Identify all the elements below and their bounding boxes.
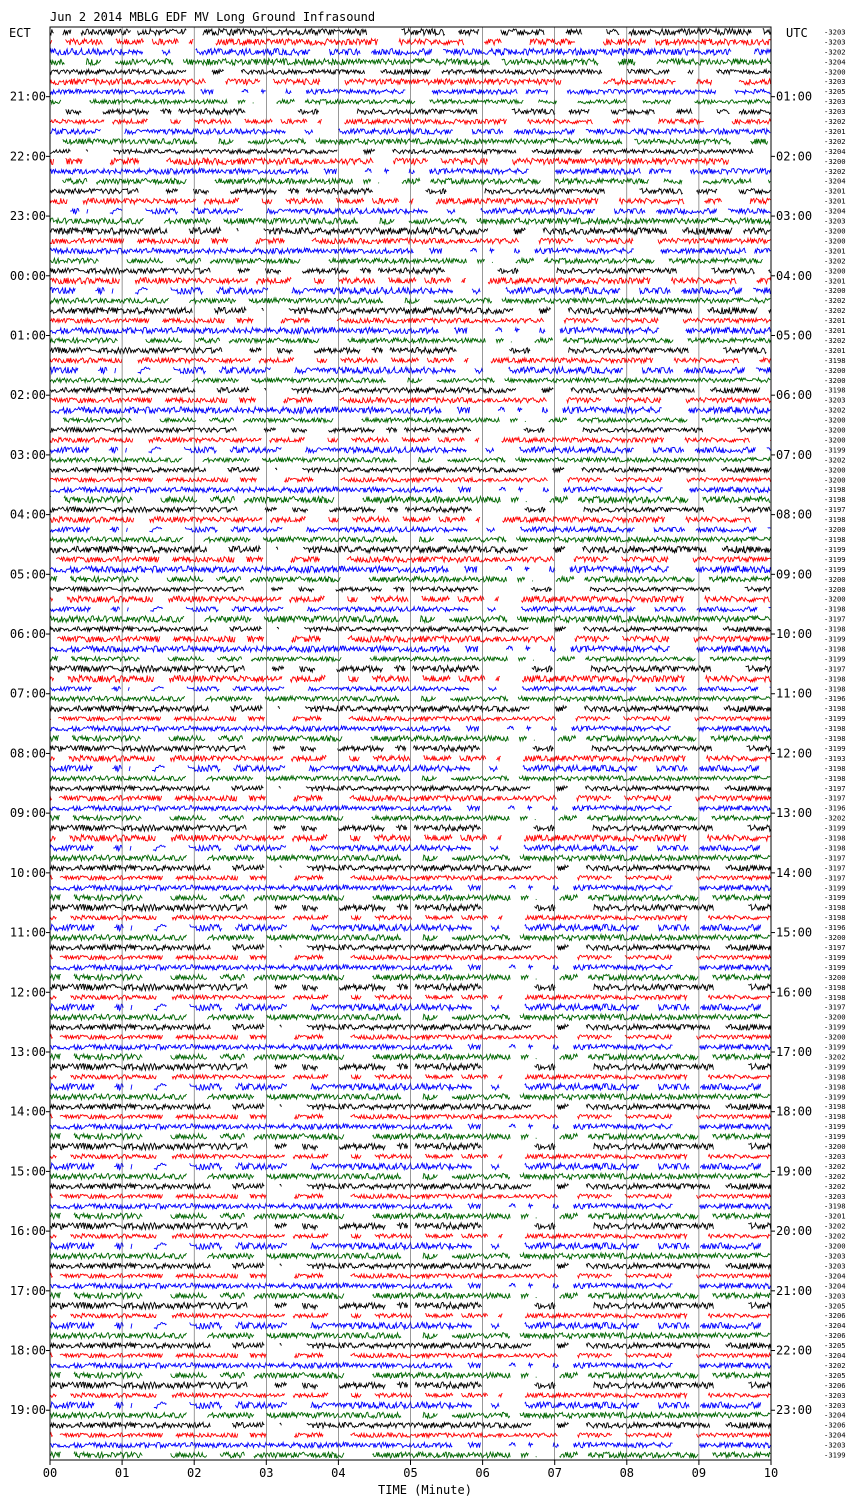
hour-label-ect: 14:00 [9, 1104, 46, 1119]
hour-label-utc: 07:00 [776, 447, 813, 462]
trace-offset-label: -3198 [824, 773, 846, 783]
trace-line [50, 378, 770, 383]
trace-offset-label: -3200 [824, 1012, 846, 1022]
hour-label-ect: 09:00 [9, 806, 46, 821]
trace-offset-label: -3200 [824, 525, 846, 535]
trace-offset-label: -3203 [824, 1251, 846, 1261]
hour-label-ect: 12:00 [9, 985, 46, 1000]
trace-offset-label: -3197 [824, 793, 846, 803]
hour-label-ect: 01:00 [9, 328, 46, 343]
x-tick-label: 01 [114, 1466, 130, 1480]
trace-offset-label: -3199 [824, 1122, 846, 1132]
trace-offset-label: -3205 [824, 87, 846, 97]
trace-line [50, 1094, 770, 1100]
trace-offset-label: -3198 [824, 385, 846, 395]
trace-offset-label: -3199 [824, 952, 846, 962]
left-axis-title: ECT [9, 26, 31, 40]
trace-offset-label: -3199 [824, 823, 846, 833]
trace-offset-label: -3200 [824, 365, 846, 375]
trace-offset-label: -3200 [824, 1142, 846, 1152]
trace-line [63, 178, 771, 184]
hour-label-ect: 18:00 [9, 1343, 46, 1358]
trace-offset-label: -3197 [824, 614, 846, 624]
trace-line [70, 208, 770, 214]
trace-offset-label: -3198 [824, 485, 846, 495]
trace-offset-label: -3204 [824, 1430, 846, 1440]
trace-offset-label: -3199 [824, 883, 846, 893]
trace-offset-label: -3202 [824, 166, 846, 176]
trace-offset-label: -3203 [824, 1191, 846, 1201]
trace-offset-label: -3198 [824, 704, 846, 714]
trace-line [63, 418, 770, 422]
trace-offset-label: -3204 [824, 206, 846, 216]
trace-offset-labels [824, 27, 846, 1459]
trace-offset-label: -3196 [824, 923, 846, 933]
trace-offset-label: -3200 [824, 584, 846, 594]
trace-offset-label: -3200 [824, 425, 846, 435]
hour-label-ect: 00:00 [9, 268, 46, 283]
trace-line [50, 298, 770, 303]
trace-offset-label: -3203 [824, 1390, 846, 1400]
trace-offset-label: -3198 [824, 1072, 846, 1082]
trace-line [50, 696, 770, 701]
trace-offset-label: -3198 [824, 684, 846, 694]
trace-offset-label: -3205 [824, 1301, 846, 1311]
x-tick-label: 03 [259, 1466, 274, 1480]
trace-line [50, 935, 770, 941]
trace-offset-label: -3200 [824, 375, 846, 385]
trace-offset-label: -3198 [824, 763, 846, 773]
trace-offset-label: -3199 [824, 654, 846, 664]
trace-offset-label: -3198 [824, 644, 846, 654]
trace-offset-label: -3201 [824, 186, 846, 196]
trace-offset-label: -3199 [824, 1042, 846, 1052]
trace-offset-label: -3198 [824, 833, 846, 843]
trace-offset-label: -3197 [824, 1002, 846, 1012]
trace-offset-label: -3198 [824, 913, 846, 923]
trace-line [50, 776, 770, 781]
trace-line [50, 1134, 770, 1140]
trace-offset-label: -3202 [824, 1360, 846, 1370]
trace-offset-label: -3196 [824, 694, 846, 704]
hour-label-ect: 04:00 [9, 507, 46, 522]
trace-offset-label: -3203 [824, 216, 846, 226]
hour-label-utc: 09:00 [776, 567, 813, 582]
trace-line [50, 1004, 761, 1010]
trace-offset-label: -3202 [824, 1231, 846, 1241]
trace-offset-label: -3201 [824, 316, 846, 326]
trace-offset-label: -3203 [824, 1261, 846, 1271]
trace-line [50, 1293, 770, 1299]
hour-label-ect: 15:00 [9, 1164, 46, 1179]
x-tick-label: 09 [691, 1466, 707, 1480]
trace-offset-label: -3201 [824, 246, 846, 256]
hour-label-utc: 20:00 [776, 1224, 813, 1239]
trace-offset-label: -3200 [824, 156, 846, 166]
hour-label-utc: 05:00 [776, 328, 813, 343]
hour-label-ect: 05:00 [9, 567, 46, 582]
trace-offset-label: -3204 [824, 57, 846, 67]
hour-label-utc: 06:00 [776, 388, 813, 403]
trace-line [50, 1373, 770, 1379]
trace-offset-label: -3202 [824, 296, 846, 306]
trace-offset-label: -3199 [824, 962, 846, 972]
trace-line [50, 616, 770, 623]
trace-offset-label: -3202 [824, 405, 846, 415]
trace-line [50, 537, 770, 542]
trace-offset-label: -3200 [824, 933, 846, 943]
hour-label-ect: 17:00 [9, 1283, 46, 1298]
hour-label-ect: 10:00 [9, 865, 46, 880]
trace-offset-label: -3198 [824, 1201, 846, 1211]
trace-line [50, 974, 770, 980]
trace-offset-label: -3202 [824, 1161, 846, 1171]
trace-offset-label: -3206 [824, 1380, 846, 1390]
trace-offset-label: -3198 [824, 624, 846, 634]
trace-offset-label: -3197 [824, 863, 846, 873]
x-tick-label: 00 [42, 1466, 58, 1480]
x-tick-label: 08 [619, 1466, 635, 1480]
trace-offset-label: -3200 [824, 465, 846, 475]
hour-label-utc: 14:00 [776, 865, 813, 880]
hour-label-ect: 19:00 [9, 1403, 46, 1418]
trace-offset-label: -3198 [824, 724, 846, 734]
trace-offset-label: -3200 [824, 266, 846, 276]
trace-line [50, 1333, 770, 1339]
hour-label-ect: 16:00 [9, 1224, 46, 1239]
hour-label-ect: 21:00 [9, 89, 46, 104]
trace-line [50, 855, 770, 861]
trace-offset-label: -3200 [824, 972, 846, 982]
trace-offset-label: -3199 [824, 743, 846, 753]
trace-offset-label: -3203 [824, 97, 846, 107]
trace-offset-label: -3198 [824, 604, 846, 614]
trace-offset-label: -3199 [824, 445, 846, 455]
trace-offset-label: -3202 [824, 47, 846, 57]
trace-offset-label: -3200 [824, 67, 846, 77]
hour-label-ect: 03:00 [9, 447, 46, 462]
trace-offset-label: -3200 [824, 574, 846, 584]
trace-offset-label: -3197 [824, 873, 846, 883]
trace-offset-label: -3198 [824, 843, 846, 853]
trace-offset-label: -3201 [824, 196, 846, 206]
trace-offset-label: -3198 [824, 903, 846, 913]
trace-line [63, 139, 768, 145]
hour-label-utc: 08:00 [776, 507, 813, 522]
hour-label-utc: 03:00 [776, 209, 813, 224]
trace-offset-label: -3198 [824, 495, 846, 505]
trace-offset-label: -3204 [824, 1271, 846, 1281]
trace-offset-label: -3206 [824, 1420, 846, 1430]
trace-offset-label: -3202 [824, 1171, 846, 1181]
trace-offset-label: -3198 [824, 534, 846, 544]
hour-label-utc: 21:00 [776, 1283, 813, 1298]
trace-line [50, 458, 770, 463]
trace-offset-label: -3204 [824, 176, 846, 186]
trace-line [50, 1253, 770, 1259]
trace-offset-label: -3198 [824, 992, 846, 1002]
trace-offset-label: -3198 [824, 982, 846, 992]
trace-offset-label: -3205 [824, 1341, 846, 1351]
trace-line [50, 1243, 761, 1250]
trace-offset-label: -3199 [824, 714, 846, 724]
trace-offset-label: -3202 [824, 335, 846, 345]
trace-offset-label: -3199 [824, 1092, 846, 1102]
trace-offset-label: -3205 [824, 1370, 846, 1380]
trace-offset-label: -3204 [824, 1281, 846, 1291]
trace-offset-label: -3200 [824, 435, 846, 445]
trace-offset-label: -3197 [824, 853, 846, 863]
trace-offset-label: -3197 [824, 943, 846, 953]
hour-label-ect: 11:00 [9, 925, 46, 940]
trace-offset-label: -3203 [824, 1291, 846, 1301]
trace-offset-label: -3202 [824, 1052, 846, 1062]
hour-label-utc: 13:00 [776, 806, 813, 821]
trace-offset-label: -3200 [824, 236, 846, 246]
trace-offset-label: -3203 [824, 77, 846, 87]
trace-offset-label: -3200 [824, 594, 846, 604]
trace-offset-label: -3203 [824, 1151, 846, 1161]
trace-offset-label: -3202 [824, 256, 846, 266]
trace-offset-label: -3203 [824, 395, 846, 405]
trace-line [50, 188, 770, 194]
trace-offset-label: -3198 [824, 355, 846, 365]
trace-offset-label: -3199 [824, 1450, 846, 1460]
trace-line [50, 736, 770, 742]
trace-offset-label: -3203 [824, 27, 846, 37]
hour-label-ect: 08:00 [9, 746, 46, 761]
hour-label-utc: 10:00 [776, 627, 813, 642]
trace-line [50, 816, 770, 821]
trace-offset-label: -3201 [824, 276, 846, 286]
trace-line [50, 657, 770, 661]
hour-label-utc: 19:00 [776, 1164, 813, 1179]
hour-label-utc: 01:00 [776, 89, 813, 104]
trace-line [50, 99, 770, 104]
trace-line [50, 268, 770, 274]
trace-offset-label: -3198 [824, 1112, 846, 1122]
trace-offset-label: -3197 [824, 783, 846, 793]
hour-label-ect: 13:00 [9, 1044, 46, 1059]
trace-line [50, 596, 770, 602]
trace-line [50, 1174, 770, 1180]
trace-offset-label: -3203 [824, 107, 846, 117]
trace-line [50, 1014, 770, 1020]
trace-line [50, 577, 770, 583]
trace-offset-label: -3202 [824, 1181, 846, 1191]
trace-offset-label: -3201 [824, 326, 846, 336]
trace-line [50, 845, 760, 851]
trace-offset-label: -3204 [824, 1410, 846, 1420]
x-tick-label: 10 [763, 1466, 779, 1480]
trace-offset-label: -3201 [824, 126, 846, 136]
hour-label-utc: 12:00 [776, 746, 813, 761]
trace-line [50, 348, 766, 354]
trace-offset-label: -3196 [824, 803, 846, 813]
trace-line [50, 149, 753, 153]
trace-line [56, 557, 770, 563]
x-axis-ticks [43, 1460, 778, 1480]
x-tick-label: 07 [547, 1466, 562, 1480]
hour-label-utc: 22:00 [776, 1343, 813, 1358]
trace-line [50, 496, 770, 503]
hour-label-utc: 02:00 [776, 149, 813, 164]
trace-offset-label: -3199 [824, 893, 846, 903]
right-axis-title: UTC [786, 26, 808, 40]
hour-label-ect: 06:00 [9, 627, 46, 642]
trace-offset-label: -3198 [824, 674, 846, 684]
trace-offset-label: -3202 [824, 117, 846, 127]
trace-offset-label: -3204 [824, 1351, 846, 1361]
trace-line [50, 388, 760, 393]
trace-offset-label: -3206 [824, 1311, 846, 1321]
hour-label-ect: 22:00 [9, 149, 46, 164]
hour-label-utc: 16:00 [776, 985, 813, 1000]
trace-offset-label: -3199 [824, 1132, 846, 1142]
trace-line [57, 636, 770, 642]
hour-label-utc: 04:00 [776, 268, 813, 283]
trace-line [50, 1402, 761, 1409]
trace-line [50, 1322, 761, 1329]
trace-line [50, 218, 770, 224]
x-tick-label: 06 [475, 1466, 490, 1480]
trace-offset-label: -3198 [824, 734, 846, 744]
hour-label-utc: 15:00 [776, 925, 813, 940]
trace-line [50, 1452, 770, 1458]
hour-label-ect: 02:00 [9, 388, 46, 403]
trace-offset-label: -3200 [824, 286, 846, 296]
trace-offset-label: -3197 [824, 505, 846, 515]
trace-line [50, 1163, 761, 1170]
hour-label-utc: 23:00 [776, 1403, 813, 1418]
trace-offset-label: -3198 [824, 515, 846, 525]
hour-label-ect: 23:00 [9, 209, 46, 224]
x-tick-label: 02 [186, 1466, 202, 1480]
trace-offset-label: -3201 [824, 1211, 846, 1221]
hour-label-utc: 17:00 [776, 1044, 813, 1059]
trace-line [50, 1054, 770, 1060]
trace-offset-label: -3203 [824, 1400, 846, 1410]
hour-label-ect: 07:00 [9, 686, 46, 701]
trace-offset-label: -3202 [824, 1221, 846, 1231]
trace-offset-label: -3199 [824, 554, 846, 564]
trace-offset-label: -3198 [824, 1102, 846, 1112]
trace-line [50, 258, 763, 263]
trace-offset-label: -3199 [824, 544, 846, 554]
trace-offset-label: -3204 [824, 1321, 846, 1331]
trace-offset-label: -3202 [824, 813, 846, 823]
trace-line [50, 1084, 761, 1091]
trace-offset-label: -3200 [824, 226, 846, 236]
trace-offset-label: -3198 [824, 1082, 846, 1092]
hour-label-utc: 11:00 [776, 686, 813, 701]
trace-offset-label: -3199 [824, 634, 846, 644]
trace-line [66, 109, 771, 115]
x-tick-label: 05 [403, 1466, 418, 1480]
trace-offset-label: -3200 [824, 415, 846, 425]
x-axis-label: TIME (Minute) [378, 1483, 472, 1497]
chart-title: Jun 2 2014 MBLG EDF MV Long Ground Infrasound [50, 10, 376, 24]
trace-offset-label: -3199 [824, 1062, 846, 1072]
trace-offset-label: -3202 [824, 136, 846, 146]
trace-offset-label: -3197 [824, 664, 846, 674]
trace-line [50, 1412, 770, 1418]
trace-offset-label: -3200 [824, 1241, 846, 1251]
trace-offset-label: -3202 [824, 455, 846, 465]
trace-offset-label: -3203 [824, 37, 846, 47]
trace-line [50, 1213, 770, 1219]
trace-offset-label: -3200 [824, 1032, 846, 1042]
trace-offset-label: -3202 [824, 306, 846, 316]
trace-offset-label: -3201 [824, 345, 846, 355]
trace-offset-label: -3193 [824, 753, 846, 763]
trace-offset-label: -3204 [824, 146, 846, 156]
trace-offset-label: -3203 [824, 1440, 846, 1450]
x-tick-label: 04 [331, 1466, 346, 1480]
trace-line [50, 895, 770, 901]
trace-line [50, 924, 761, 931]
hour-label-utc: 18:00 [776, 1104, 813, 1119]
trace-offset-label: -3200 [824, 475, 846, 485]
trace-offset-label: -3199 [824, 564, 846, 574]
trace-offset-label: -3199 [824, 1022, 846, 1032]
trace-offset-label: -3206 [824, 1331, 846, 1341]
